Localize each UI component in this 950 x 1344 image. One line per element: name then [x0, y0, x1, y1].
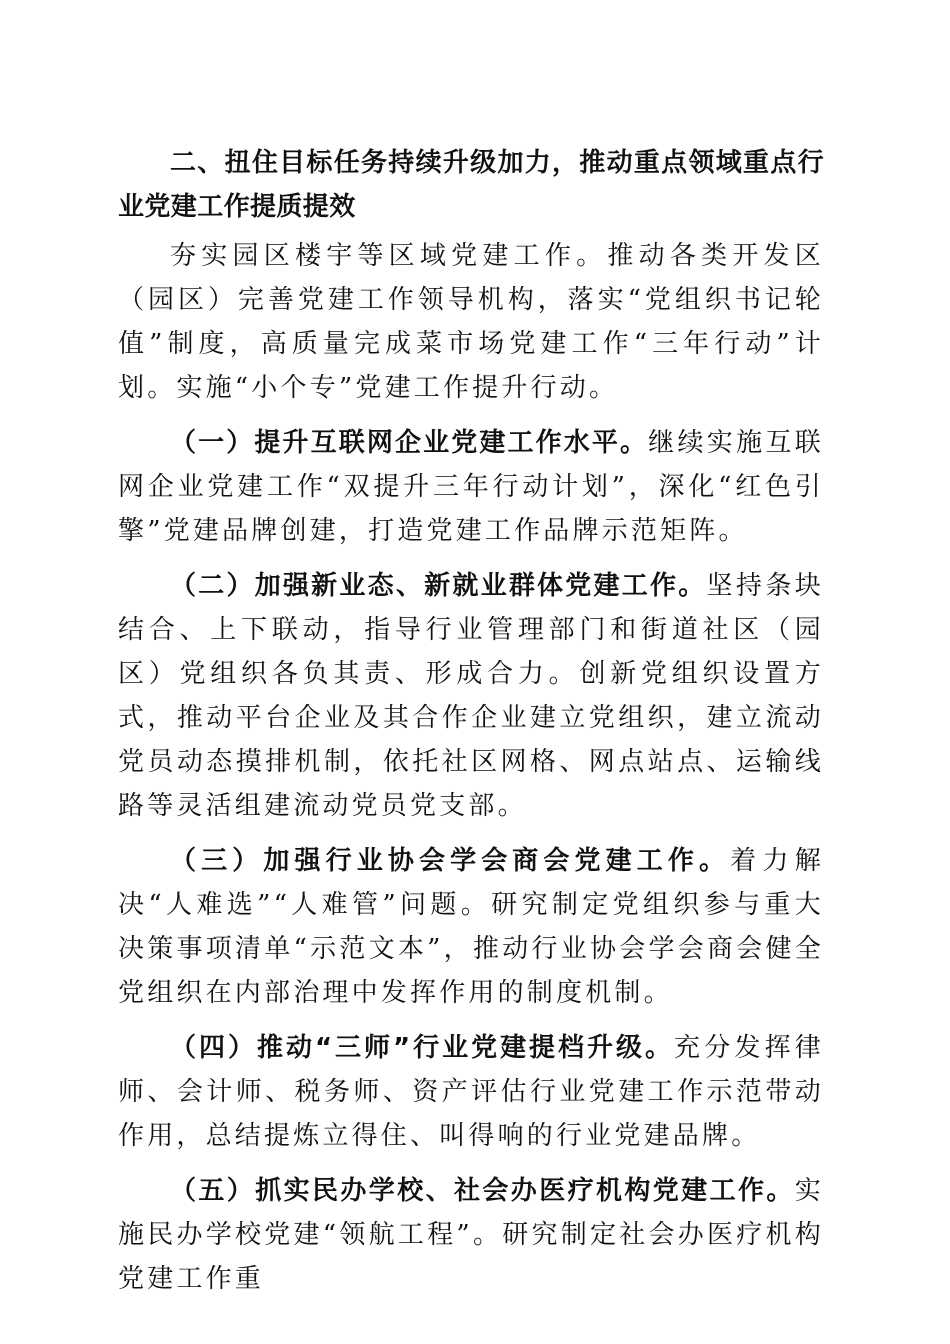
paragraph-text: 着力解决“人难选”“人难管”问题。研究制定党组织参与重大决策事项清单“示范文本”，推动行业协会学会商会健全党组织在内部治理中发挥作用的制度机制。: [118, 846, 824, 1008]
paragraph-lead: （四）推动“三师”行业党建提档升级。: [170, 1033, 675, 1063]
paragraph: [118, 839, 824, 1015]
paragraph: [118, 564, 824, 828]
paragraph-lead: （五）抓实民办学校、社会办医疗机构党建工作。: [170, 1176, 795, 1206]
section-heading: 二、扭住目标任务持续升级加力，推动重点领域重点行业党建工作提质提效: [118, 148, 824, 222]
document-body: [118, 141, 824, 1312]
paragraph-lead: （二）加强新业态、新就业群体党建工作。: [170, 571, 707, 601]
paragraph: [118, 1169, 824, 1301]
paragraph-text: 实施民办学校党建“领航工程”。研究制定社会办医疗机构党建工作重: [118, 1176, 824, 1294]
paragraph-text: 夯实园区楼宇等区域党建工作。推动各类开发区（园区）完善党建工作领导机构，落实“党组织书记轮值”制度，高质量完成菜市场党建工作“三年行动”计划。实施“小个专”党建工作提升行动。: [118, 241, 824, 403]
paragraph-lead: （三）加强行业协会学会商会党建工作。: [170, 846, 731, 876]
paragraph: [118, 421, 824, 553]
paragraph: [118, 234, 824, 410]
paragraph-lead: （一）提升互联网企业党建工作水平。: [170, 428, 649, 458]
paragraph: [118, 1026, 824, 1158]
paragraph-text: 坚持条块结合、上下联动，指导行业管理部门和街道社区（园区）党组织各负其责、形成合力。创新党组织设置方式，推动平台企业及其合作企业建立党组织，建立流动党员动态摸排机制，依托社区网格、网点站点、运输线路等灵活组建流动党员党支部。: [118, 571, 824, 821]
paragraph-text: 继续实施互联网企业党建工作“双提升三年行动计划”，深化“红色引擎”党建品牌创建，打造党建工作品牌示范矩阵。: [118, 428, 824, 546]
paragraph-text: 充分发挥律师、会计师、税务师、资产评估行业党建工作示范带动作用，总结提炼立得住、叫得响的行业党建品牌。: [118, 1033, 824, 1151]
